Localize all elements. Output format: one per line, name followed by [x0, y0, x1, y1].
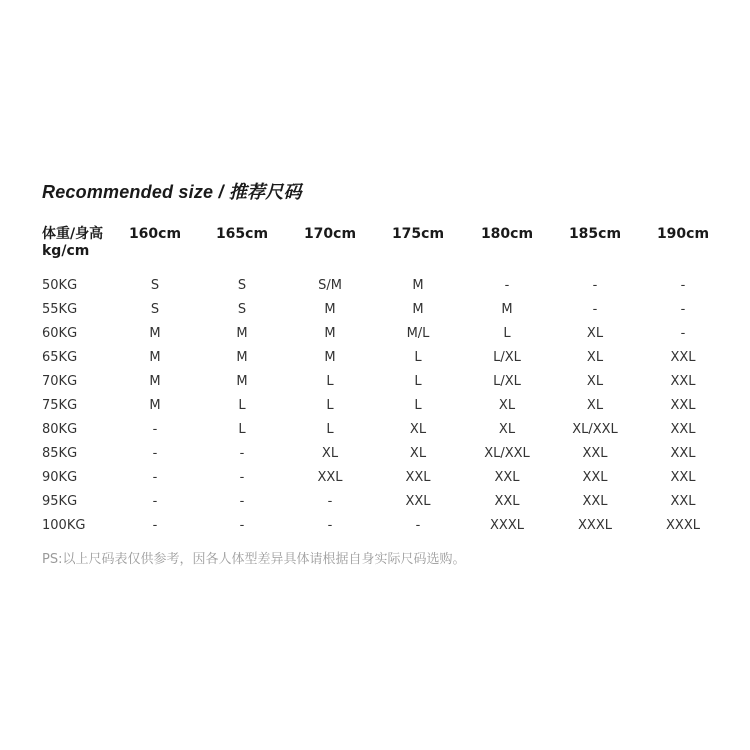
size-cell: M — [412, 302, 424, 317]
size-cell: M — [149, 350, 161, 365]
size-cell: S/M — [318, 278, 342, 293]
size-cell: XXXL — [578, 518, 612, 533]
size-cell: L — [238, 422, 246, 437]
size-cell: XXL — [582, 446, 608, 461]
table-row — [0, 467, 750, 491]
disclaimer-note: PS:以上尺码表仅供参考，因各人体型差异具体请根据自身实际尺码选购。 — [42, 552, 466, 567]
size-cell: L — [238, 398, 246, 413]
size-cell: XXL — [670, 470, 696, 485]
row-weight-label: 60KG — [42, 326, 78, 341]
size-cell: XL/XXL — [484, 446, 530, 461]
table-row — [0, 347, 750, 371]
size-cell: XXL — [494, 494, 520, 509]
size-cell: XXL — [494, 470, 520, 485]
size-cell: - — [504, 278, 510, 293]
size-cell: XXL — [405, 494, 431, 509]
size-cell: XL — [586, 374, 604, 389]
size-cell: - — [592, 278, 598, 293]
size-table-body — [0, 275, 750, 539]
table-header — [0, 226, 750, 262]
table-row — [0, 275, 750, 299]
row-weight-label: 70KG — [42, 374, 78, 389]
size-cell: - — [327, 494, 333, 509]
row-weight-label: 80KG — [42, 422, 78, 437]
row-weight-label: 100KG — [42, 518, 86, 533]
size-cell: XXL — [670, 374, 696, 389]
size-cell: L — [326, 374, 334, 389]
row-weight-label: 85KG — [42, 446, 78, 461]
row-weight-label: 55KG — [42, 302, 78, 317]
size-cell: S — [150, 278, 160, 293]
table-row — [0, 443, 750, 467]
column-header-185: 185cm — [568, 226, 622, 242]
size-cell: - — [152, 518, 158, 533]
size-cell: - — [680, 278, 686, 293]
size-cell: L — [326, 398, 334, 413]
weight-height-label: 体重/身高 — [42, 226, 104, 242]
size-cell: M — [236, 374, 248, 389]
column-header-165: 165cm — [215, 226, 269, 242]
size-cell: XXXL — [666, 518, 700, 533]
size-cell: S — [237, 302, 247, 317]
size-cell: M — [149, 326, 161, 341]
size-cell: - — [239, 494, 245, 509]
size-cell: XL — [586, 350, 604, 365]
size-cell: XXL — [317, 470, 343, 485]
size-cell: - — [680, 302, 686, 317]
row-weight-label: 90KG — [42, 470, 78, 485]
size-cell: - — [415, 518, 421, 533]
size-cell: - — [152, 470, 158, 485]
size-cell: L — [326, 422, 334, 437]
size-cell: - — [152, 446, 158, 461]
size-cell: L — [414, 398, 422, 413]
size-cell: M — [324, 302, 336, 317]
size-cell: XL — [586, 326, 604, 341]
column-header-160: 160cm — [128, 226, 182, 242]
size-cell: L/XL — [493, 350, 521, 365]
size-cell: XXL — [582, 494, 608, 509]
chart-title: Recommended size / 推荐尺码 — [42, 182, 302, 202]
size-cell: M — [149, 374, 161, 389]
size-cell: S — [237, 278, 247, 293]
size-cell: M — [149, 398, 161, 413]
table-row — [0, 371, 750, 395]
size-cell: - — [152, 494, 158, 509]
column-header-170: 170cm — [303, 226, 357, 242]
row-weight-label: 50KG — [42, 278, 78, 293]
size-cell: XXL — [670, 446, 696, 461]
size-cell: XL — [321, 446, 339, 461]
table-row — [0, 395, 750, 419]
size-cell: XXL — [670, 422, 696, 437]
size-cell: M — [324, 350, 336, 365]
size-cell: - — [592, 302, 598, 317]
size-cell: XXL — [670, 350, 696, 365]
size-cell: - — [239, 518, 245, 533]
size-cell: XXXL — [490, 518, 524, 533]
size-cell: M — [236, 326, 248, 341]
size-cell: M — [324, 326, 336, 341]
size-cell: - — [152, 422, 158, 437]
size-cell: - — [327, 518, 333, 533]
size-cell: XXL — [405, 470, 431, 485]
table-row — [0, 323, 750, 347]
size-cell: - — [239, 470, 245, 485]
size-cell: XXL — [670, 494, 696, 509]
size-cell: XL — [498, 398, 516, 413]
size-cell: XL — [586, 398, 604, 413]
table-row — [0, 299, 750, 323]
header-corner-label — [42, 226, 103, 260]
table-row — [0, 515, 750, 539]
size-cell: - — [239, 446, 245, 461]
size-cell: XXL — [670, 398, 696, 413]
size-cell: XL — [409, 446, 427, 461]
size-cell: XL — [409, 422, 427, 437]
column-header-180: 180cm — [480, 226, 534, 242]
row-weight-label: 95KG — [42, 494, 78, 509]
size-cell: M — [501, 302, 513, 317]
column-header-175: 175cm — [391, 226, 445, 242]
size-cell: XL/XXL — [572, 422, 618, 437]
size-cell: M/L — [406, 326, 430, 341]
size-cell: M — [236, 350, 248, 365]
table-row — [0, 491, 750, 515]
size-cell: XL — [498, 422, 516, 437]
size-cell: M — [412, 278, 424, 293]
column-header-190: 190cm — [656, 226, 710, 242]
size-cell: XXL — [582, 470, 608, 485]
size-cell: L/XL — [493, 374, 521, 389]
size-cell: L — [414, 350, 422, 365]
unit-label: kg/cm — [42, 243, 90, 259]
size-cell: - — [680, 326, 686, 341]
size-cell: S — [150, 302, 160, 317]
row-weight-label: 75KG — [42, 398, 78, 413]
table-row — [0, 419, 750, 443]
size-cell: L — [414, 374, 422, 389]
row-weight-label: 65KG — [42, 350, 78, 365]
size-cell: L — [503, 326, 511, 341]
